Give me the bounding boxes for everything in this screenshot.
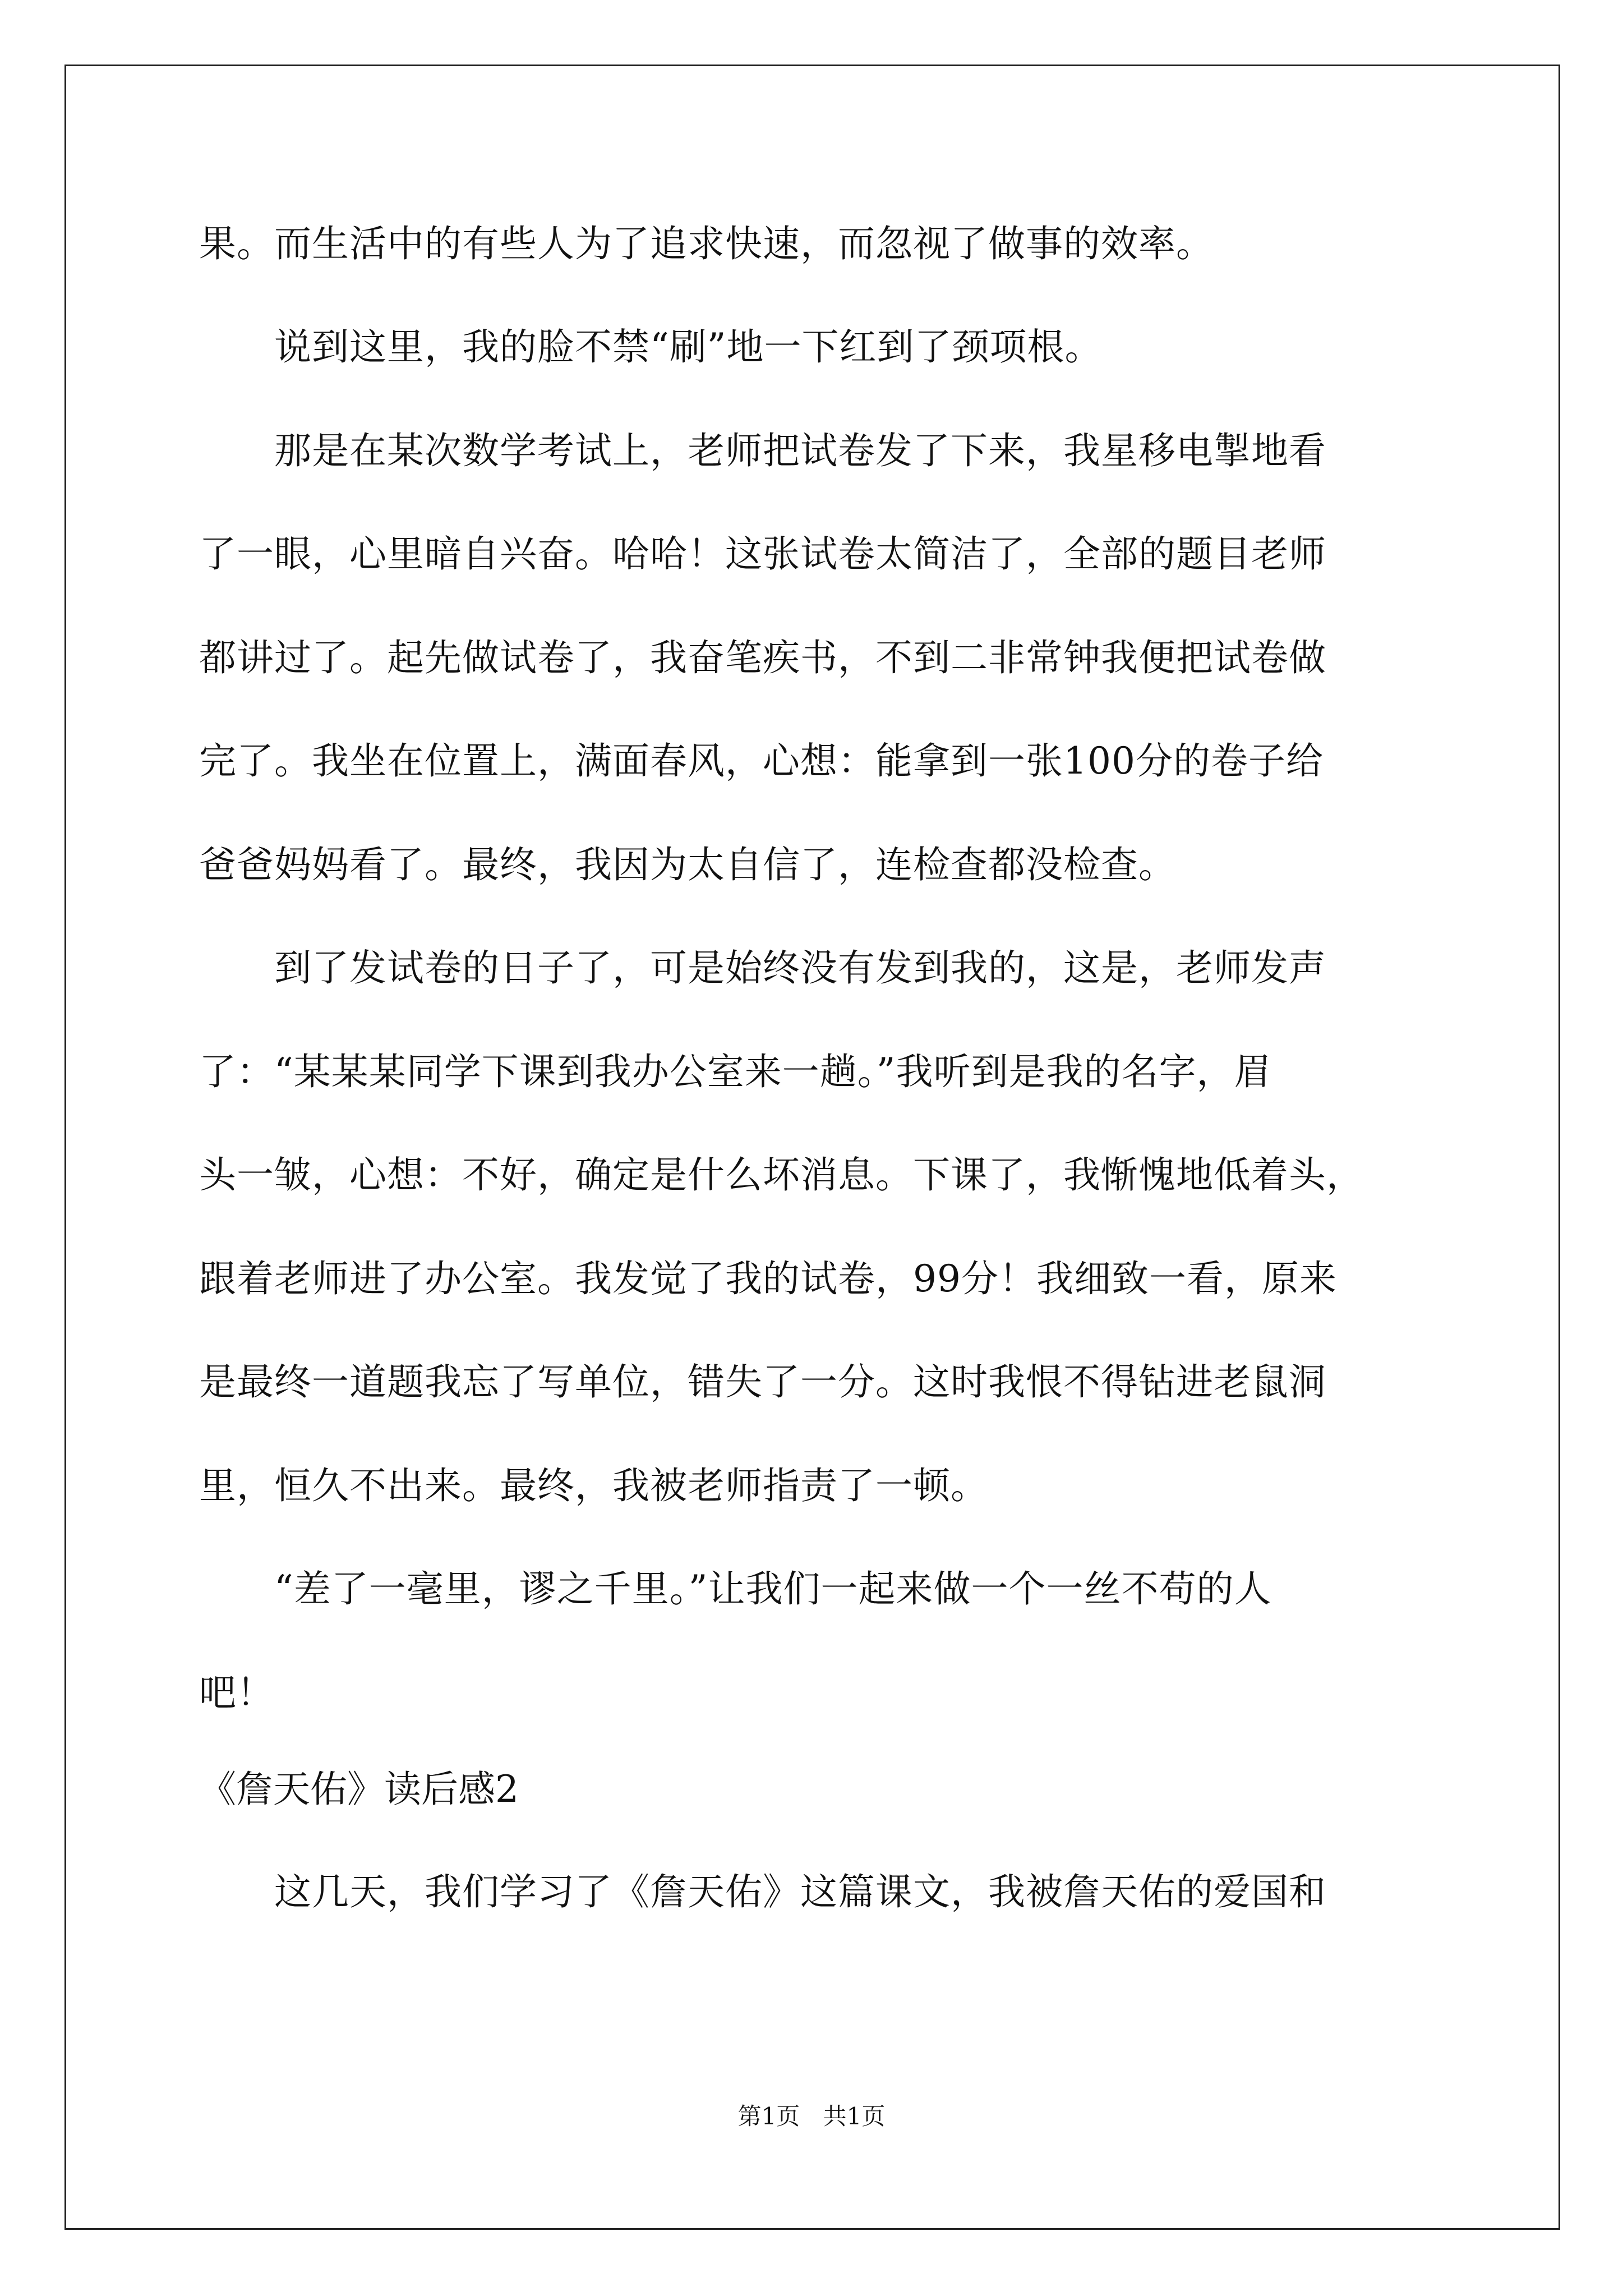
text-line: 了一眼，心里暗自兴奋。哈哈！这张试卷太简洁了，全部的题目老师: [199, 532, 1326, 576]
text-line: 到了发试卷的日子了，可是始终没有发到我的，这是，老师发声: [199, 946, 1326, 990]
text-line: 跟着老师进了办公室。我发觉了我的试卷，99分！我细致一看，原来: [199, 1257, 1337, 1300]
page-total: 共1页: [823, 2102, 886, 2130]
page-number: 第1页: [737, 2102, 800, 2130]
text-line: 那是在某次数学考试上，老师把试卷发了下来，我星移电掣地看: [199, 429, 1326, 472]
text-line: 完了。我坐在位置上，满面春风，心想：能拿到一张100分的卷子给: [199, 739, 1324, 783]
page-footer: [0, 2101, 1623, 2132]
text-line: 头一皱，心想：不好，确定是什么坏消息。下课了，我惭愧地低着头，: [199, 1153, 1364, 1197]
section-title: 《詹天佑》读后感2: [199, 1768, 519, 1811]
text-line: 果。而生活中的有些人为了追求快速，而忽视了做事的效率。: [199, 222, 1214, 265]
text-line: 里，恒久不出来。最终，我被老师指责了一顿。: [199, 1464, 988, 1507]
text-line: 爸爸妈妈看了。最终，我因为太自信了，连检查都没检查。: [199, 843, 1176, 886]
text-line: 是最终一道题我忘了写单位，错失了一分。这时我恨不得钻进老鼠洞: [199, 1360, 1326, 1404]
text-line: 吧！: [199, 1671, 274, 1714]
text-line: “差了一毫里，谬之千里。”让我们一起来做一个一丝不苟的人: [199, 1567, 1272, 1611]
text-line: 这几天，我们学习了《詹天佑》这篇课文，我被詹天佑的爱国和: [199, 1870, 1326, 1913]
text-line: 都讲过了。起先做试卷了，我奋笔疾书，不到二非常钟我便把试卷做: [199, 636, 1326, 679]
text-line: 说到这里，我的脸不禁“刷”地一下红到了颈项根。: [199, 325, 1103, 369]
text-line: 了：“某某某同学下课到我办公室来一趟。”我听到是我的名字，眉: [199, 1050, 1272, 1093]
